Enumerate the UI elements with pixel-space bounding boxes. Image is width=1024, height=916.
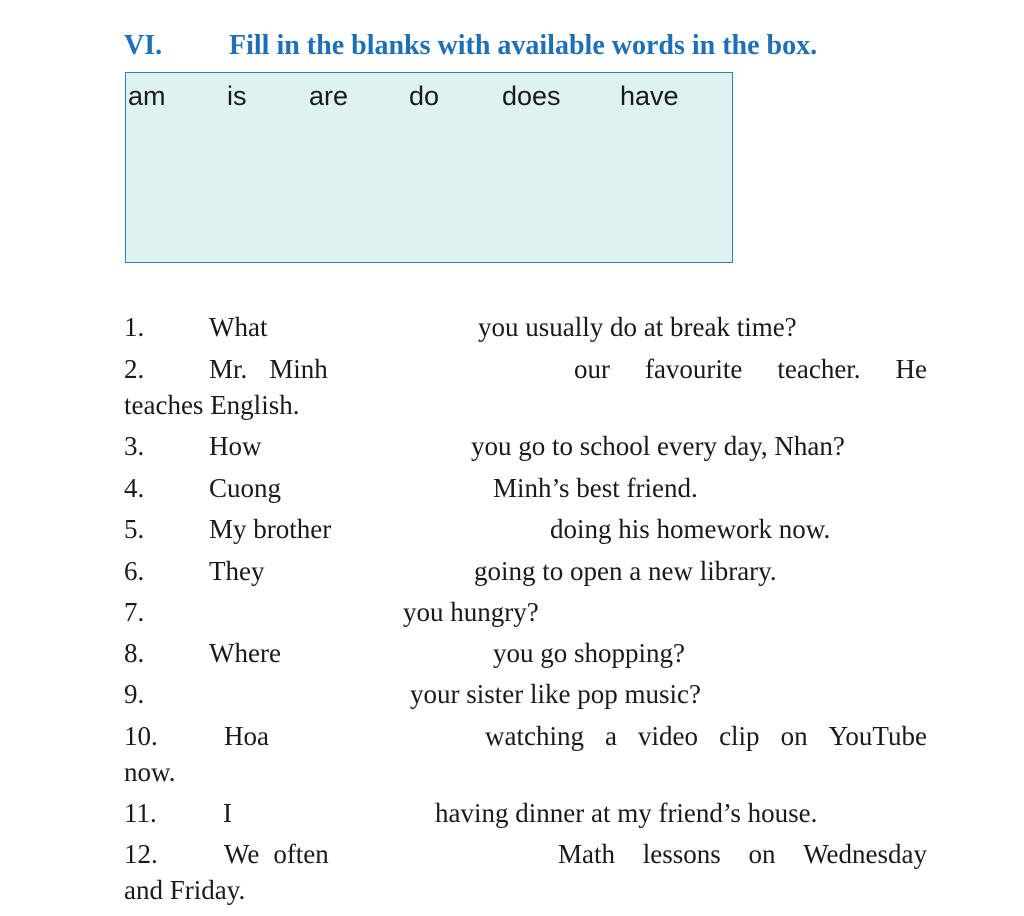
item-continuation: and Friday. — [124, 875, 246, 905]
item-start: What — [209, 312, 268, 342]
item-end: going to open a new library. — [474, 556, 777, 586]
item-end: Minh’s best friend. — [493, 473, 698, 503]
item-start: Minh — [269, 354, 328, 384]
item-continuation: teaches English. — [124, 390, 300, 420]
item-word: a — [605, 721, 617, 751]
item-number: 12. — [124, 839, 158, 869]
item-number: 1. — [124, 312, 145, 342]
item-justified-line — [124, 838, 927, 870]
item-word: Wednesday — [803, 839, 927, 869]
item-number: 3. — [124, 431, 145, 461]
item-end: your sister like pop music? — [410, 679, 701, 709]
item-number: 4. — [124, 473, 145, 503]
item-end: having dinner at my friend’s house. — [435, 798, 818, 828]
item-start: Mr. — [209, 354, 248, 384]
item-number: 8. — [124, 638, 145, 668]
item-end: you go to school every day, Nhan? — [471, 431, 845, 461]
section-heading — [124, 30, 817, 62]
item-end: you hungry? — [403, 597, 539, 627]
item-word: clip — [719, 721, 760, 751]
word-box — [125, 72, 733, 263]
word-box-word: have — [620, 81, 679, 111]
item-number: 7. — [124, 597, 145, 627]
item-word: favourite — [644, 354, 743, 384]
item-number: 10. — [124, 721, 158, 751]
item-word: video — [638, 721, 699, 751]
word-box-word: is — [227, 81, 247, 111]
item-justified-line — [124, 720, 927, 752]
item-start: I — [223, 798, 232, 828]
item-number: 2. — [124, 354, 145, 384]
item-end: doing his homework now. — [550, 514, 831, 544]
word-box-word: am — [128, 81, 166, 111]
item-start: They — [209, 556, 265, 586]
item-word: teacher. — [777, 354, 861, 384]
item-end: you go shopping? — [493, 638, 685, 668]
item-word: on — [780, 721, 808, 751]
item-word: Math — [558, 839, 615, 869]
item-continuation: now. — [124, 757, 176, 787]
item-word: lessons — [642, 839, 721, 869]
item-number: 6. — [124, 556, 145, 586]
item-word: watching — [485, 721, 584, 751]
word-box-word: do — [409, 81, 440, 111]
section-number: VI. — [124, 30, 163, 61]
item-start: Where — [209, 638, 281, 668]
item-word: He — [895, 354, 927, 384]
item-end: you usually do at break time? — [478, 312, 797, 342]
item-start: Hoa — [224, 721, 269, 751]
item-start: We — [224, 839, 260, 869]
word-box-word: are — [309, 81, 349, 111]
item-start: How — [209, 431, 262, 461]
item-number: 9. — [124, 679, 145, 709]
item-justified-line — [124, 353, 927, 385]
item-start: Cuong — [209, 473, 282, 503]
section-instruction: Fill in the blanks with available words in the box. — [229, 30, 818, 61]
word-box-word: does — [502, 81, 561, 111]
item-word: YouTube — [828, 721, 927, 751]
item-word: our — [574, 354, 610, 384]
item-start: often — [273, 839, 329, 869]
item-word: on — [748, 839, 776, 869]
item-start: My brother — [209, 514, 332, 544]
item-number: 5. — [124, 514, 145, 544]
item-number: 11. — [124, 798, 157, 828]
